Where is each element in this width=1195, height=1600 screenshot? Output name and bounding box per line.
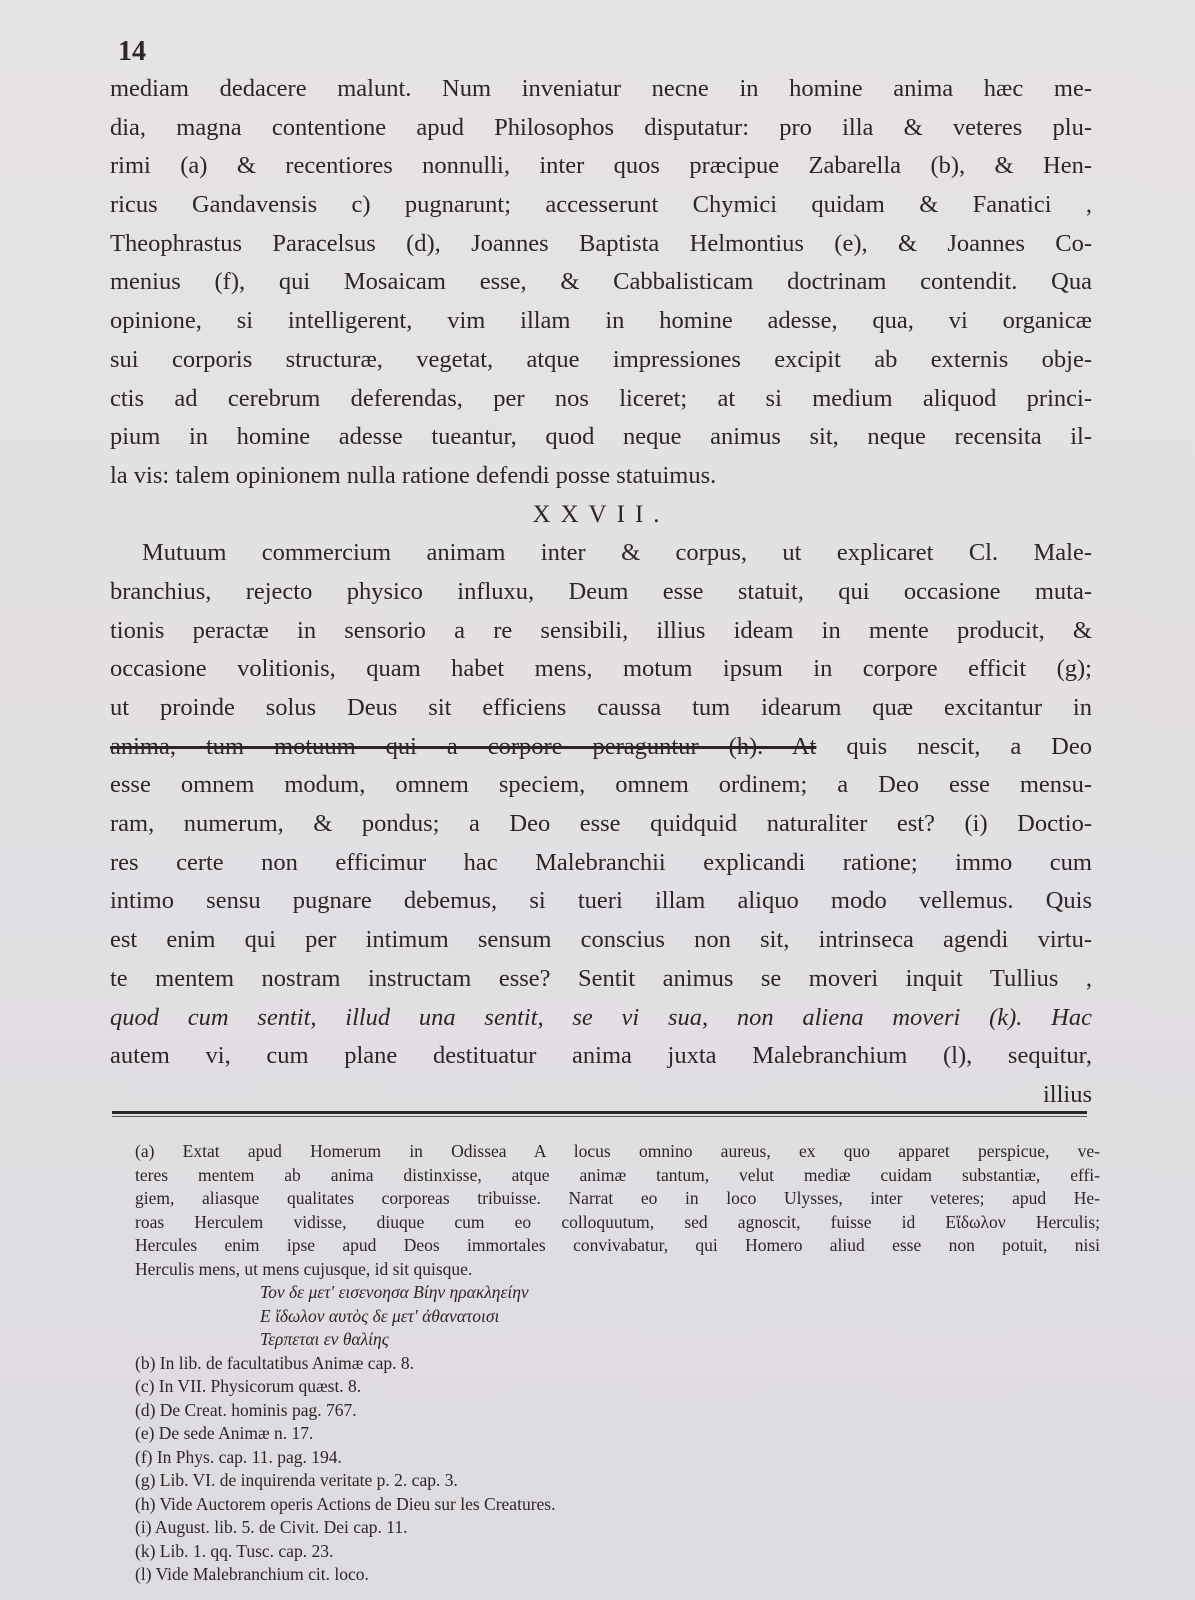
text-line: ctis ad cerebrum deferendas, per nos liceret; at si medium aliquod princi- bbox=[110, 384, 1092, 412]
footnote-divider bbox=[112, 1111, 1087, 1114]
greek-verse-line: Τερπεται εν θαλίης bbox=[260, 1329, 389, 1349]
text-line: occasione volitionis, quam habet mens, motum ipsum in corpore efficit (g); bbox=[110, 655, 1092, 683]
text-line: tionis peractæ in sensorio a re sensibili, illius ideam in mente producit, & bbox=[110, 616, 1092, 644]
text-line: Mutuum commercium animam inter & corpus, ut explicaret Cl. Male- bbox=[142, 539, 1092, 567]
text-line: la vis: talem opinionem nulla ratione defendi posse statuimus. bbox=[110, 461, 717, 489]
text-line: quod cum sentit, illud una sentit, se vi sua, non aliena moveri (k). Hac bbox=[110, 1003, 1092, 1031]
footnote-reference: (h) Vide Auctorem operis Actions de Dieu sur les Creatures. bbox=[135, 1493, 556, 1514]
text-line: sui corporis structuræ, vegetat, atque impressiones excipit ab externis obje- bbox=[110, 345, 1092, 373]
page-number: 14 bbox=[118, 36, 146, 67]
text-line: Theophrastus Paracelsus (d), Joannes Baptista Helmontius (e), & Joannes Co- bbox=[110, 229, 1092, 257]
greek-verse-line: Τον δε μετ' εισενοησα Βίην ηρακληείην bbox=[260, 1282, 529, 1302]
footnote-reference: (f) In Phys. cap. 11. pag. 194. bbox=[135, 1446, 342, 1467]
greek-verse-line: Ε ἴδωλον αυτὸς δε μετ' ἀθανατοισι bbox=[260, 1305, 500, 1326]
footnotes bbox=[135, 1140, 1100, 1587]
footnote-reference: (i) August. lib. 5. de Civit. Dei cap. 11. bbox=[135, 1517, 408, 1537]
text-line: branchius, rejecto physico influxu, Deum esse statuit, qui occasione muta- bbox=[110, 577, 1092, 605]
struck-text-line bbox=[110, 728, 1092, 767]
text-line: te mentem nostram instructam esse? Sentit animus se moveri inquit Tullius , bbox=[110, 964, 1092, 992]
footnote-reference: (l) Vide Malebranchium cit. loco. bbox=[135, 1564, 369, 1584]
footnote-reference: (g) Lib. VI. de inquirenda veritate p. 2. cap. 3. bbox=[135, 1470, 458, 1490]
footnote-reference: (c) In VII. Physicorum quæst. 8. bbox=[135, 1376, 362, 1396]
text-line: opinione, si intelligerent, vim illam in homine adesse, qua, vi organicæ bbox=[110, 307, 1092, 335]
footnote-line: roas Herculem vidisse, diuque cum eo colloquutum, sed agnoscit, fuisse id Εἴδωλον Herculis; bbox=[135, 1211, 1100, 1232]
text-line: esse omnem modum, omnem speciem, omnem ordinem; a Deo esse mensu- bbox=[110, 771, 1092, 799]
footnote-reference: (d) De Creat. hominis pag. 767. bbox=[135, 1399, 357, 1420]
footnote-reference: (b) In lib. de facultatibus Animæ cap. 8. bbox=[135, 1352, 414, 1373]
footnote-line: (a) Extat apud Homerum in Odissea A locus omnino aureus, ex quo apparet perspicue, ve- bbox=[135, 1141, 1100, 1161]
text-line: ricus Gandavensis c) pugnarunt; accesserunt Chymici quidam & Fanatici , bbox=[110, 191, 1092, 219]
footnote-line: Herculis mens, ut mens cujusque, id sit quisque. bbox=[135, 1258, 473, 1279]
footnote-reference: (e) De sede Animæ n. 17. bbox=[135, 1423, 314, 1443]
footnote-line: teres mentem ab anima distinxisse, atque animæ tantum, velut mediæ cuidam substantiæ, effi- bbox=[135, 1164, 1100, 1185]
struck-line-rest: quis nescit, a Deo bbox=[816, 732, 1092, 760]
text-line: mediam dedacere malunt. Num inveniatur necne in homine anima hæc me- bbox=[110, 75, 1092, 102]
text-line: dia, magna contentione apud Philosophos disputatur: pro illa & veteres plu- bbox=[110, 113, 1092, 141]
text-line: ram, numerum, & pondus; a Deo esse quidquid naturaliter est? (i) Doctio- bbox=[110, 810, 1092, 838]
text-line: ut proinde solus Deus sit efficiens caussa tum idearum quæ excitantur in bbox=[110, 694, 1092, 721]
footnote-reference: (k) Lib. 1. qq. Tusc. cap. 23. bbox=[135, 1540, 334, 1561]
catchword: illius bbox=[1042, 1080, 1092, 1108]
text-line: pium in homine adesse tueantur, quod neque animus sit, neque recensita il- bbox=[110, 423, 1092, 451]
text-line: res certe non efficimur hac Malebranchii explicandi ratione; immo cum bbox=[110, 848, 1092, 876]
footnote-line: giem, aliasque qualitates corporeas tribuisse. Narrat eo in loco Ulysses, inter veteres; apud He- bbox=[135, 1188, 1100, 1208]
struck-text: anima, tum motuum qui a corpore peraguntur (h). At bbox=[110, 732, 817, 760]
text-line: intimo sensu pugnare debemus, si tueri illam aliquo modo vellemus. Quis bbox=[110, 887, 1092, 915]
section-heading: XXVII. bbox=[532, 500, 670, 528]
text-line: rimi (a) & recentiores nonnulli, inter quos præcipue Zabarella (b), & Hen- bbox=[110, 152, 1092, 180]
main-text bbox=[110, 70, 1092, 1115]
text-line: menius (f), qui Mosaicam esse, & Cabbalisticam doctrinam contendit. Qua bbox=[110, 268, 1092, 296]
text-line: est enim qui per intimum sensum conscius non sit, intrinseca agendi virtu- bbox=[110, 926, 1092, 954]
text-line: autem vi, cum plane destituatur anima juxta Malebranchium (l), sequitur, bbox=[110, 1042, 1092, 1070]
footnote-line: Hercules enim ipse apud Deos immortales convivabatur, qui Homero aliud esse non potuit, nisi bbox=[135, 1235, 1100, 1255]
